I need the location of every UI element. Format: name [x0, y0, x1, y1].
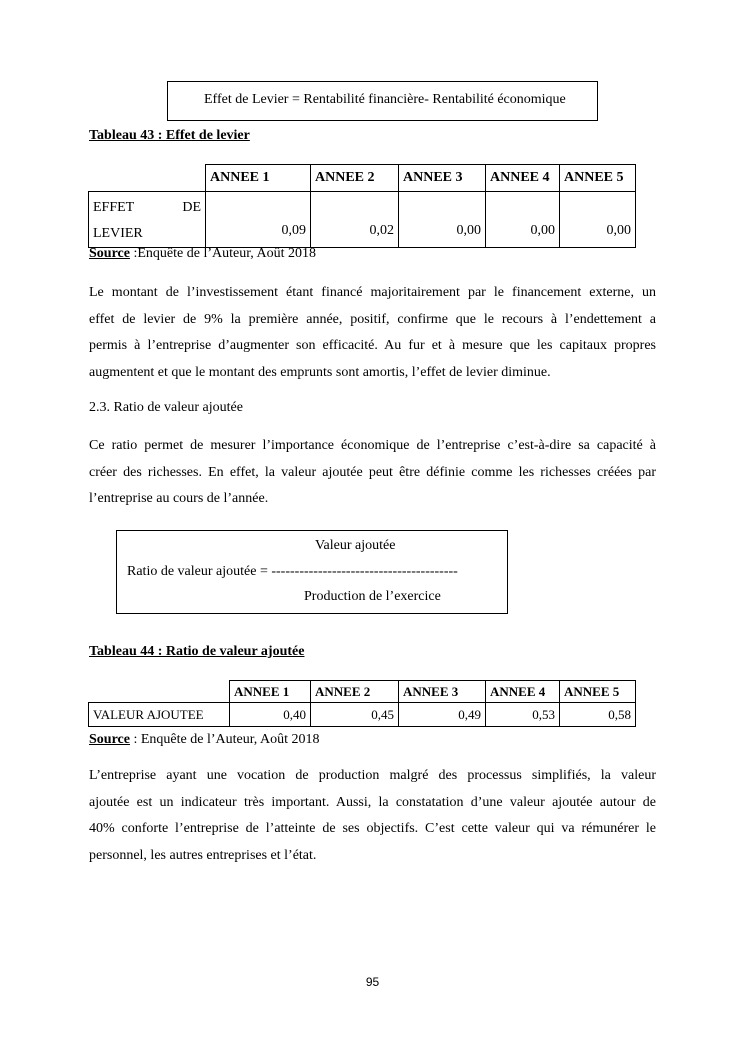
table43-corner	[89, 165, 206, 192]
table43-value-annee1: 0,09	[206, 192, 311, 248]
page-number: 95	[365, 975, 380, 989]
paragraph-line: l’entreprise au cours de l’année.	[89, 491, 269, 506]
table44-row-valeur-ajoutee	[89, 703, 636, 727]
table43-source	[89, 246, 316, 262]
table43-value-annee3: 0,00	[399, 192, 486, 248]
table43-row-effet-levier	[89, 192, 636, 248]
table44-header-annee4: ANNEE 4	[486, 681, 560, 703]
leverage-formula-box	[167, 81, 598, 121]
formula-numerator: Valeur ajoutée	[315, 538, 396, 553]
paragraph-line: créer des richesses. En effet, la valeur ajoutée peut être définie comme les richesses créées par	[89, 464, 656, 480]
table43-row-label-effet: EFFET	[93, 200, 135, 215]
leverage-formula: Effet de Levier = Rentabilité financière- Rentabilité économique	[204, 92, 566, 107]
table44-header-annee5: ANNEE 5	[560, 681, 636, 703]
source-text: :Enquête de l’Auteur, Août 2018	[129, 246, 317, 261]
table43-row-label	[89, 192, 206, 248]
source-label: Source	[89, 732, 130, 747]
table44-value-annee3: 0,49	[399, 703, 486, 727]
table44-header-annee1: ANNEE 1	[230, 681, 311, 703]
table43-row-label-levier: LEVIER	[93, 226, 143, 241]
paragraph-line: Le montant de l’investissement étant financé majoritairement par le financement externe, un	[89, 285, 656, 300]
paragraph-line: 40% conforte l’entreprise de l’atteinte de ses objectifs. C’est cette valeur qui va rémunérer le	[89, 821, 656, 836]
table43-caption: Tableau 43 : Effet de levier	[89, 128, 250, 143]
table43-header-annee3: ANNEE 3	[399, 165, 486, 192]
table43-value-annee5: 0,00	[560, 192, 636, 248]
table44-value-annee4: 0,53	[486, 703, 560, 727]
section-heading: 2.3. Ratio de valeur ajoutée	[89, 400, 243, 415]
table43-row-label-de: DE	[182, 200, 201, 215]
paragraph-ratio-definition	[89, 433, 656, 513]
paragraph-leverage-analysis	[89, 280, 656, 386]
table43	[88, 164, 636, 248]
table43-header-annee4: ANNEE 4	[486, 165, 560, 192]
paragraph-line: augmentent et que le montant des emprunts sont amortis, l’effet de levier diminue.	[89, 364, 551, 380]
table44-source	[89, 732, 320, 748]
formula-denominator: Production de l’exercice	[304, 589, 441, 604]
paragraph-line: personnel, les autres entreprises et l’état.	[89, 847, 317, 863]
paragraph-line: permis à l’entreprise d’augmenter son efficacité. Au fur et à mesure que les capitaux propres	[89, 338, 656, 353]
table43-header-annee5: ANNEE 5	[560, 165, 636, 192]
paragraph-value-added-analysis	[89, 763, 656, 869]
paragraph-line: L’entreprise ayant une vocation de production malgré des processus simplifiés, la valeur	[89, 768, 656, 783]
table44-header-annee2: ANNEE 2	[311, 681, 399, 703]
source-label: Source	[89, 246, 130, 261]
source-text: : Enquête de l’Auteur, Août 2018	[129, 732, 320, 747]
paragraph-line: Ce ratio permet de mesurer l’importance économique de l’entreprise c’est-à-dire sa capacité à	[89, 438, 656, 453]
table44-value-annee1: 0,40	[230, 703, 311, 727]
table44-value-annee5: 0,58	[560, 703, 636, 727]
table44-value-annee2: 0,45	[311, 703, 399, 727]
table44-row-label: VALEUR AJOUTEE	[89, 703, 230, 727]
paragraph-line: effet de levier de 9% la première année, positif, confirme que le recours à l’endettement a	[89, 311, 656, 327]
table43-header-row	[89, 165, 636, 192]
table44-corner	[89, 681, 230, 703]
table43-header-annee1: ANNEE 1	[206, 165, 311, 192]
table43-value-annee4: 0,00	[486, 192, 560, 248]
table44-header-annee3: ANNEE 3	[399, 681, 486, 703]
table43-header-annee2: ANNEE 2	[311, 165, 399, 192]
table44	[88, 680, 636, 727]
formula-lhs: Ratio de valeur ajoutée = ----------------------------------------	[127, 564, 458, 579]
paragraph-line: ajoutée est un indicateur très important. Aussi, la constatation d’une valeur ajoutée autour de	[89, 794, 656, 810]
table44-header-row	[89, 681, 636, 703]
table44-caption: Tableau 44 : Ratio de valeur ajoutée	[89, 644, 305, 659]
ratio-formula-box	[116, 530, 508, 614]
table43-value-annee2: 0,02	[311, 192, 399, 248]
